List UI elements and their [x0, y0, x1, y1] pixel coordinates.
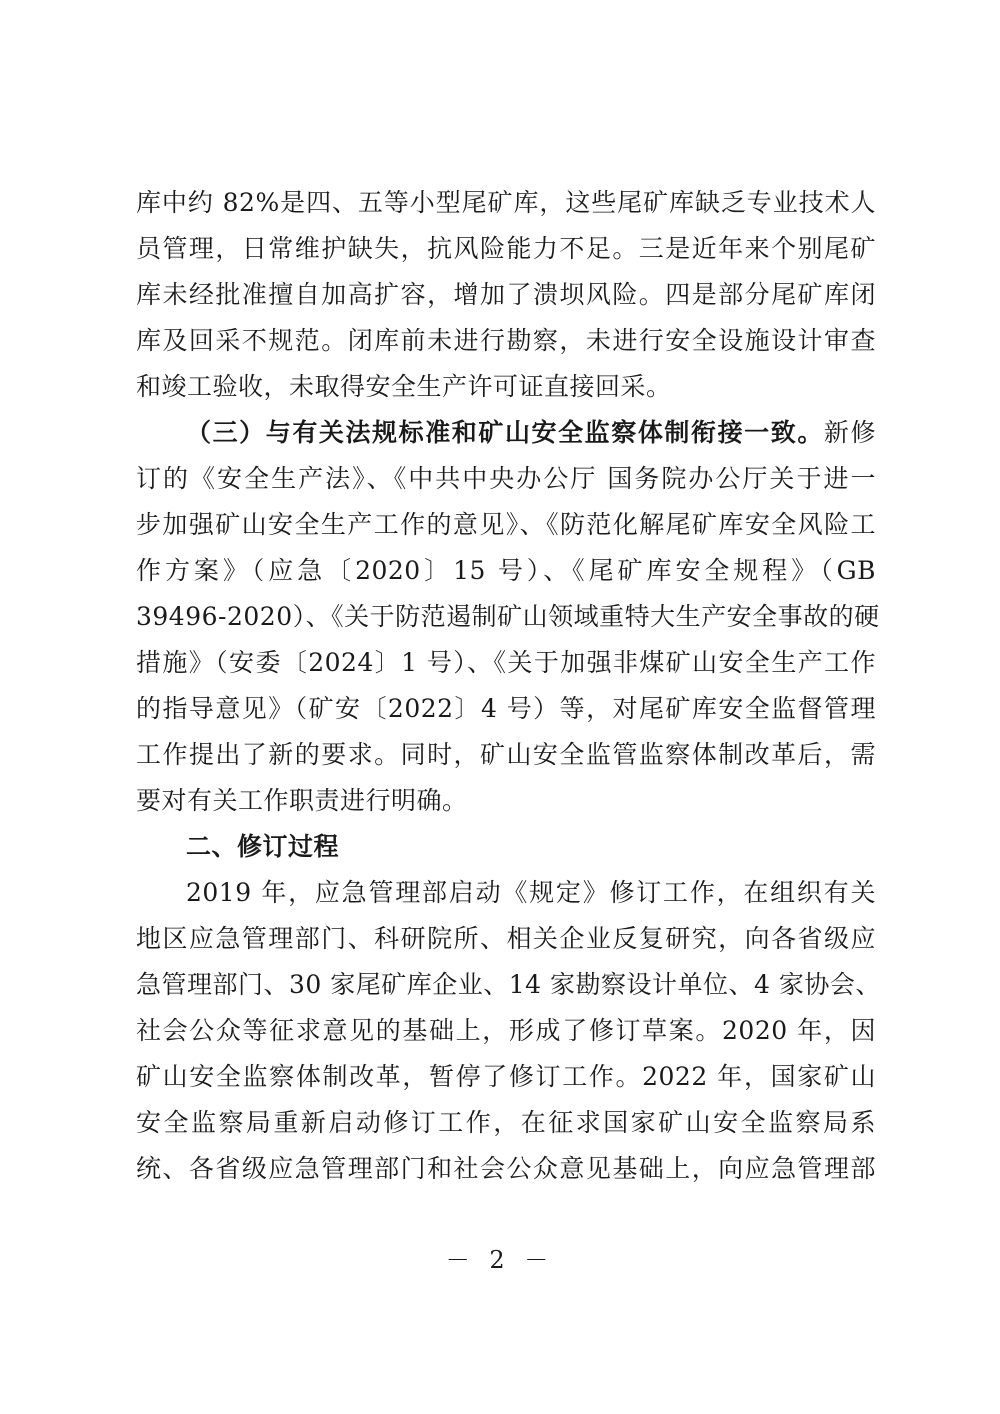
paragraph-first-line — [136, 410, 876, 456]
section-heading: 二、修订过程 — [186, 832, 340, 861]
text-line: 39496-2020）、《关于防范遏制矿山领域重特大生产安全事故的硬 — [136, 602, 880, 631]
text-line: 员管理，日常维护缺失，抗风险能力不足。三是近年来个别尾矿 — [136, 234, 876, 263]
text-span: 新修 — [823, 418, 876, 447]
text-line: 库及回采不规范。闭库前未进行勘察，未进行安全设施设计审查 — [136, 326, 876, 355]
text-line: 社会公众等征求意见的基础上，形成了修订草案。2020 年，因 — [136, 1016, 876, 1045]
text-line: 统、各省级应急管理部门和社会公众意见基础上，向应急管理部 — [136, 1154, 876, 1183]
text-line: 订的《安全生产法》、《中共中央办公厅 国务院办公厅关于进一 — [136, 464, 876, 493]
text-line: 措施》（安委〔2024〕1 号）、《关于加强非煤矿山安全生产工作 — [136, 648, 876, 677]
text-line: 步加强矿山安全生产工作的意见》、《防范化解尾矿库安全风险工 — [136, 510, 876, 539]
text-line: 和竣工验收，未取得安全生产许可证直接回采。 — [136, 372, 672, 401]
text-line: 2019 年，应急管理部启动《规定》修订工作，在组织有关 — [186, 878, 876, 907]
document-body — [136, 180, 881, 1192]
text-line: 库未经批准擅自加高扩容，增加了溃坝风险。四是部分尾矿库闭 — [136, 280, 876, 309]
text-line: 安全监察局重新启动修订工作，在征求国家矿山安全监察局系 — [136, 1108, 876, 1137]
text-line: 库中约 82%是四、五等小型尾矿库，这些尾矿库缺乏专业技术人 — [136, 188, 876, 217]
subsection-heading: （三）与有关法规标准和矿山安全监察体制衔接一致。 — [186, 418, 824, 447]
text-line: 矿山安全监察体制改革，暂停了修订工作。2022 年，国家矿山 — [136, 1062, 876, 1091]
text-line: 作方案》（应急〔2020〕15 号）、《尾矿库安全规程》（GB — [136, 556, 876, 585]
page-number: － 2 － — [445, 1246, 555, 1274]
text-line: 急管理部门、30 家尾矿库企业、14 家勘察设计单位、4 家协会、 — [136, 970, 881, 999]
text-line: 要对有关工作职责进行明确。 — [136, 786, 468, 815]
text-line: 的指导意见》（矿安〔2022〕4 号）等，对尾矿库安全监督管理 — [136, 694, 876, 723]
text-line: 工作提出了新的要求。同时，矿山安全监管监察体制改革后，需 — [136, 740, 876, 769]
text-line: 地区应急管理部门、科研院所、相关企业反复研究，向各省级应 — [136, 924, 876, 953]
